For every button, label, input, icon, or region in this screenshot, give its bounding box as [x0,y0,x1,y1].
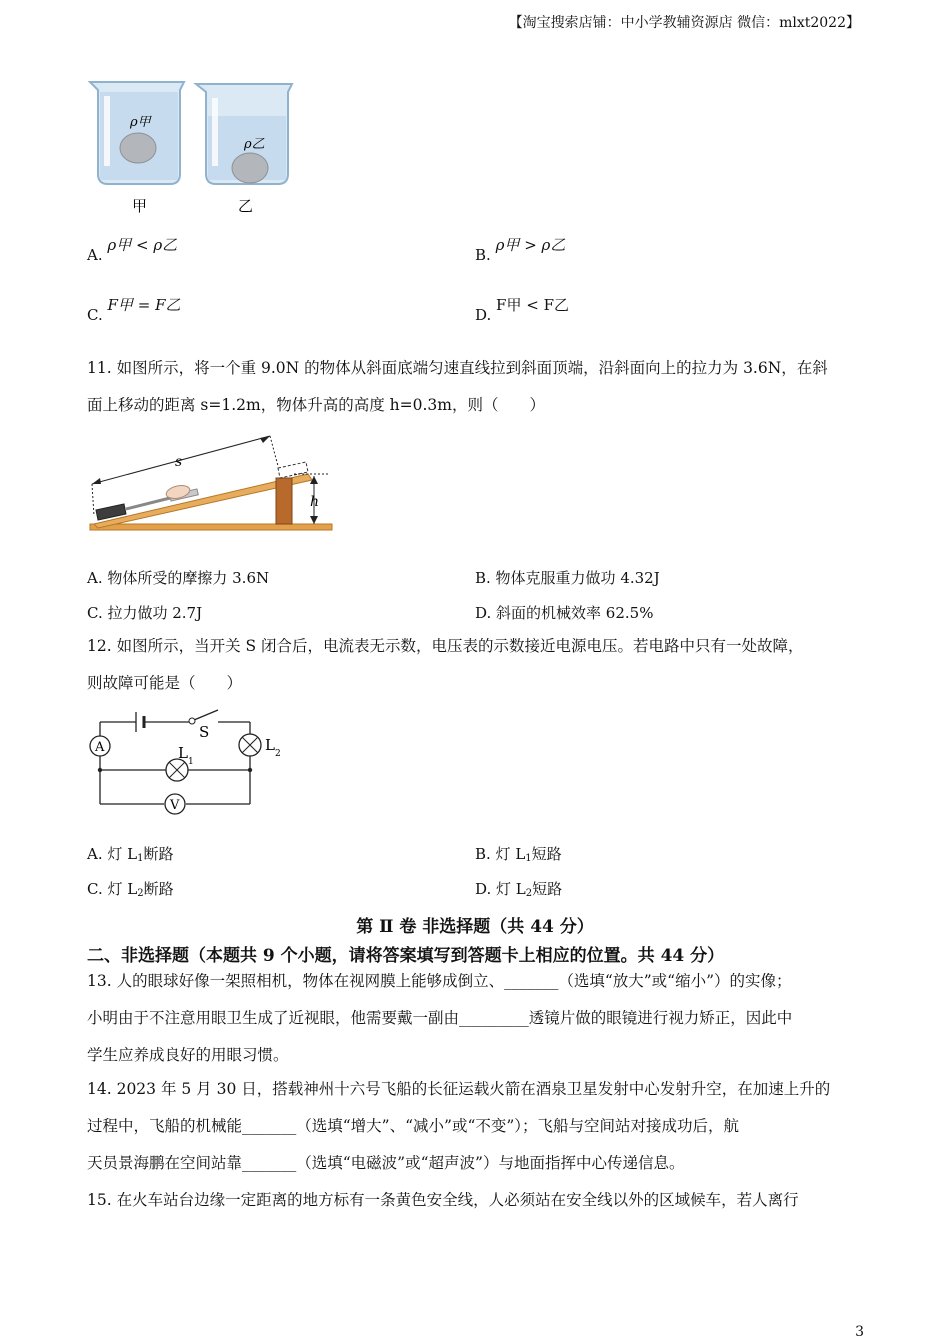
switch-label: S [199,723,210,741]
part2-subtitle: 二、非选择题（本题共 9 个小题，请将答案填写到答题卡上相应的位置。共 44 分） [87,946,725,966]
incline-s-label: s [175,454,183,470]
q11-option-c[interactable]: C. 拉力做功 2.7J [87,604,203,622]
q11-stem: 11. 如图所示，将一个重 9.0N 的物体从斜面底端匀速直线拉到斜面顶端，沿斜面向上的拉力为 3.6N，在斜 面上移动的距离 s=1.2m，物体升高的高度 h=0.3m，则（ ） [87,359,828,414]
lamp-l2-icon [239,734,261,756]
beaker-left [90,82,184,184]
rho-right-label: ρ乙 [244,137,265,152]
q12-option-b[interactable]: B. 灯 $L_1$短路 [475,845,562,864]
rho-left-label: ρ甲 [130,115,151,130]
lamp-l1-icon [166,759,188,781]
q10-option-a[interactable]: A. ρ甲 < ρ乙 [87,236,178,264]
part2-title: 第 Ⅱ 卷 非选择题（共 44 分） [356,917,594,937]
beaker-left-label: 甲 [132,197,148,215]
beaker-right [196,84,292,184]
q10-option-b[interactable]: B. ρ甲 > ρ乙 [475,236,566,264]
lamp-l1-sub: 1 [188,757,194,767]
ammeter-label: A [95,740,105,755]
q12-option-a[interactable]: A. 灯 $L_1$断路 [87,845,174,864]
q11-option-d[interactable]: D. 斜面的机械效率 62.5% [475,604,654,622]
lamp-l1-label: L [178,744,188,762]
lamp-l2-label: L [265,736,275,754]
incline-figure [86,430,336,534]
q12-stem: 12. 如图所示，当开关 S 闭合后，电流表无示数，电压表的示数接近电源电压。若电路中只有一处故障， 则故障可能是（ ） [87,637,804,692]
q15-stem: 15. 在火车站台边缘一定距离的地方标有一条黄色安全线，人必须站在安全线以外的区域候车，若人离行 [87,1191,799,1209]
q11-option-a[interactable]: A. 物体所受的摩擦力 3.6N [87,569,270,587]
q12-option-c[interactable]: C. 灯 $L_2$断路 [87,880,174,899]
q10-option-c[interactable]: C. F甲 = F乙 [87,296,181,324]
q12-option-d[interactable]: D. 灯 $L_2$短路 [475,880,563,899]
page-number: 3 [855,1324,864,1340]
beakers-figure [86,76,301,216]
circuit-figure [86,704,286,820]
q11-option-b[interactable]: B. 物体克服重力做功 4.32J [475,569,660,587]
beaker-right-label: 乙 [238,197,254,215]
lamp-l2-sub: 2 [275,749,281,759]
q10-option-d[interactable]: D. F甲 < F乙 [475,296,570,324]
q14-stem: 14. 2023 年 5 月 30 日，搭载神州十六号飞船的长征运载火箭在酒泉卫星发射中心发射升空，在加速上升的 过程中，飞船的机械能_______（选填“增大”、“减小”或“不变”）；飞船与空间站对接成功后，航 天员景海鹏在空间站靠_______（选填“电磁波”或“超声波”）与地面指挥中心传递信息。 [87,1080,831,1172]
incline-h-label: h [310,494,320,510]
page-header: 【淘宝搜索店铺：中小学教辅资源店 微信：mlxt2022】 [508,15,860,31]
voltmeter-label: V [170,798,180,813]
q13-stem: 13. 人的眼球好像一架照相机，物体在视网膜上能够成倒立、_______（选填“放大”或“缩小”）的实像； 小明由于不注意用眼卫生成了近视眼，他需要戴一副由_________透镜片做的眼镜进行视力矫正，因此中 学生应养成良好的用眼习惯。 [87,972,793,1064]
